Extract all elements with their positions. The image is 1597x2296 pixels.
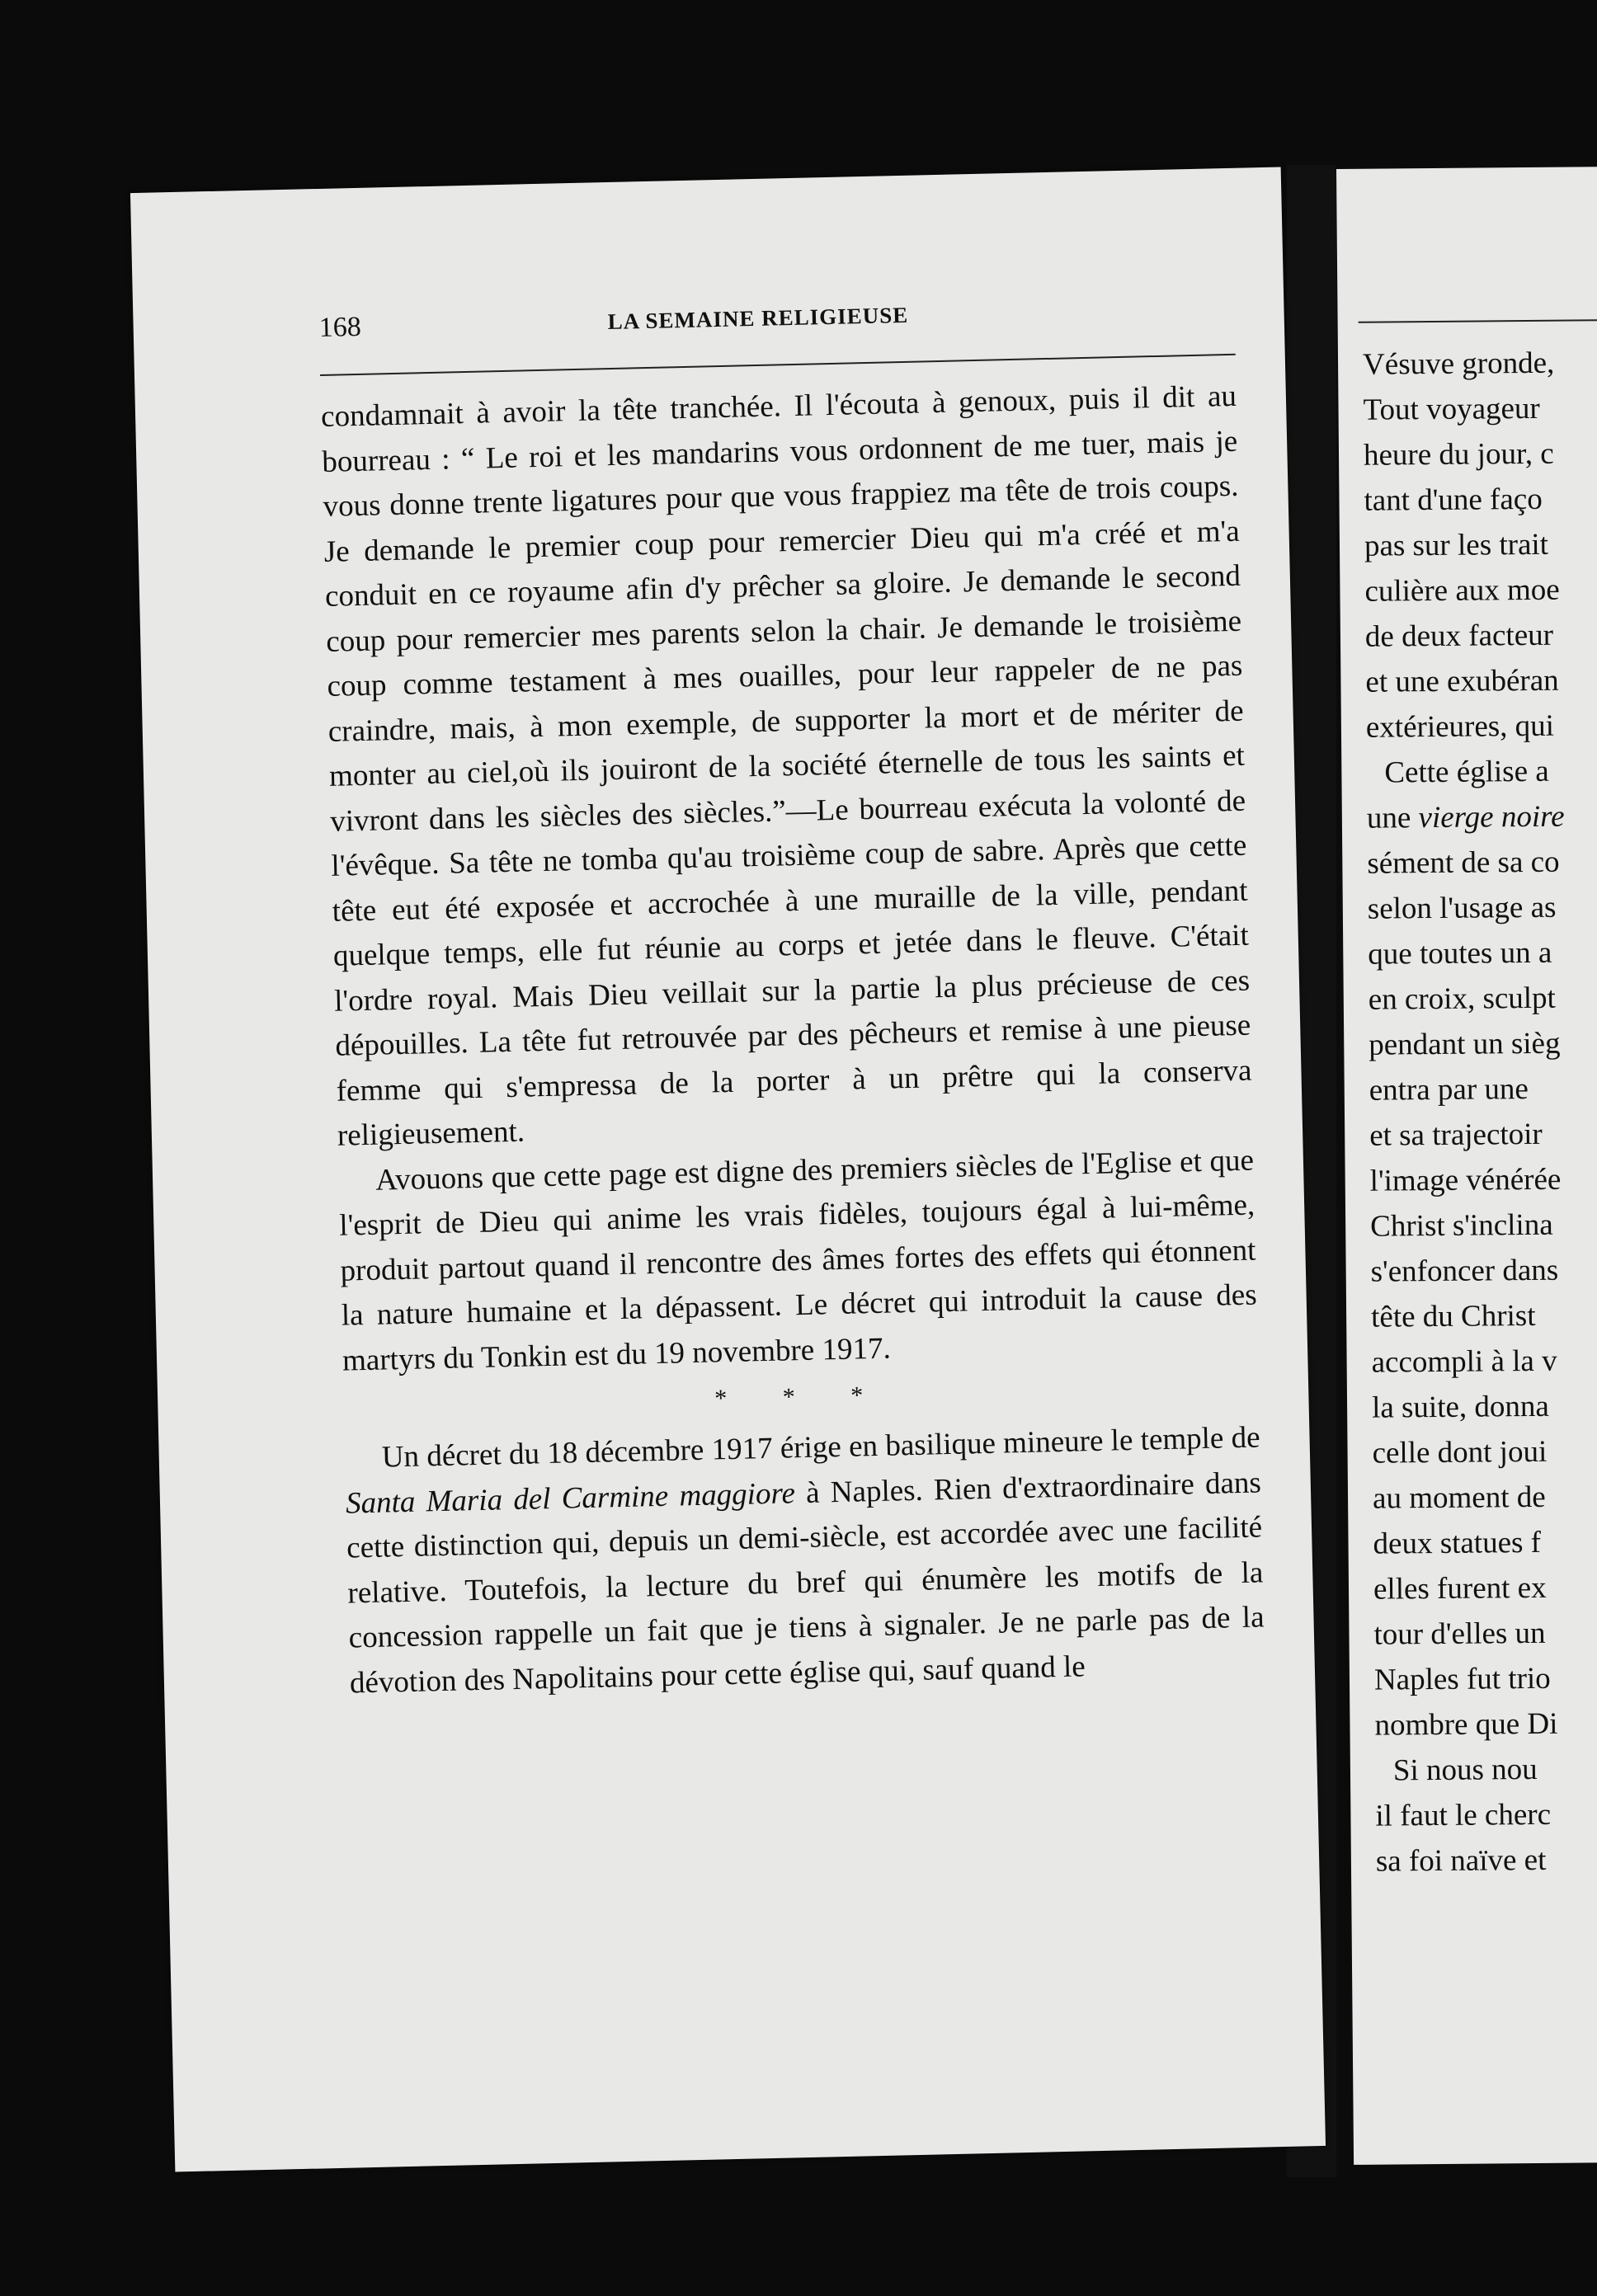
- facing-page-line: s'enfoncer dans: [1370, 1253, 1559, 1289]
- book-page: [130, 167, 1326, 2171]
- facing-page-line: en croix, sculpt: [1368, 981, 1557, 1017]
- facing-page-line: pendant un sièg: [1369, 1026, 1561, 1062]
- paragraph-avouons: Avouons que cette page est digne des premiers siècles de l'Eglise et que l'esprit de Dieu qui anime les vrais fidèles, toujours égal à lui-même, produit partout quand il rencontre des âmes fortes des effets qui étonnent la nature humaine et la dépassent. Le décret qui introduit la cause des martyrs du Tonkin est du 19 novembre 1917.: [338, 1143, 1258, 1378]
- paragraph-decret-naples: [344, 1415, 1265, 1706]
- facing-page-line: l'image vénérée: [1369, 1162, 1562, 1198]
- facing-page-line: la suite, donna: [1371, 1389, 1550, 1425]
- facing-page-line: Naples fut trio: [1373, 1661, 1551, 1697]
- church-name: Santa Maria del Carmine maggiore: [345, 1475, 796, 1521]
- facing-page-line: tant d'une faço: [1364, 482, 1543, 518]
- facing-page-line: Vésuve gronde,: [1362, 346, 1555, 382]
- facing-page-line: deux statues f: [1373, 1525, 1542, 1561]
- facing-page-line: de deux facteur: [1364, 618, 1554, 654]
- facing-page-line: tête du Christ: [1370, 1298, 1536, 1334]
- facing-page-line: culière aux moe: [1364, 572, 1560, 609]
- facing-page-line: accompli à la v: [1371, 1343, 1557, 1380]
- facing-page-line: au moment de: [1372, 1480, 1546, 1516]
- facing-page-text: [1363, 337, 1597, 1884]
- facing-page-rule: [1359, 318, 1597, 322]
- facing-page-line: Tout voyageur: [1363, 391, 1540, 427]
- facing-page-line: pas sur les trait: [1364, 527, 1549, 563]
- facing-page-line: nombre que Di: [1374, 1706, 1558, 1743]
- facing-page-line: tour d'elles un: [1373, 1616, 1546, 1652]
- running-head: LA SEMAINE RELIGIEUSE: [607, 302, 909, 335]
- facing-page-line: et une exubéran: [1365, 663, 1559, 699]
- section-separator: * * *: [714, 1381, 888, 1413]
- facing-page-line: celle dont joui: [1372, 1434, 1548, 1470]
- facing-page-line: selon l'usage as: [1367, 890, 1557, 926]
- facing-page-line: heure du jour, c: [1363, 436, 1554, 473]
- facing-page-line: il faut le cherc: [1375, 1797, 1552, 1833]
- facing-page-line: entra par une: [1369, 1072, 1529, 1108]
- paragraph-martyrdom: condamnait à avoir la tête tranchée. Il l'écouta à genoux, puis il dit au bourreau : “ Le roi et les mandarins vous ordonnent de me tuer, mais je vous donne trente ligatures pour que vous frappiez ma tête de trois coups. Je demande le premier coup pour remercier Dieu qui m'a créé et m'a conduit en ce royaume afin d'y prêcher sa gloire. Je demande le second coup pour remercier mes parents selon la chair. Je demande le troisième coup comme testament à mes ouailles, pour leur rappeler de ne pas craindre, mais, à mon exemple, de supporter la mort et de mériter de monter au ciel,où ils jouiront de la société éternelle de tous les saints et vivront dans les siècles des siècles.”—Le bourreau exécuta la volonté de l'évêque. Sa tête ne tomba qu'au troisième coup de sabre. Après que cette tête eut été exposée et accrochée à une muraille de la ville, pendant quelque temps, elle fut réunie au corps et jetée dans le fleuve. C'était l'ordre royal. Mais Dieu veillait sur la partie la plus précieuse de ces dépouilles. La tête fut retrouvée par des pêcheurs et remise à une pieuse femme qui s'empressa de la porter à un prêtre qui la conserva religieusement.: [320, 379, 1252, 1153]
- facing-page-line: sa foi naïve et: [1375, 1842, 1547, 1879]
- body-text: [321, 374, 1266, 1706]
- facing-page-line: Si nous nou: [1392, 1752, 1538, 1788]
- facing-page-line: extérieures, qui: [1365, 708, 1555, 745]
- facing-page-line: et sa trajectoir: [1369, 1117, 1543, 1153]
- facing-page-line: Christ s'inclina: [1370, 1207, 1553, 1244]
- facing-page-line: que toutes un a: [1368, 935, 1552, 972]
- facing-page: [1336, 167, 1597, 2165]
- facing-page-line: sément de sa co: [1367, 845, 1560, 881]
- facing-page-line: Cette église a: [1384, 754, 1549, 790]
- facing-page-line: elles furent ex: [1373, 1570, 1547, 1607]
- paragraph-decret-naples-part2: à Naples. Rien d'extraordinaire dans cette distinction qui, depuis un demi-siècle, est accordée avec une facilité relative. Toutefois, la lecture du bref qui énumère les motifs de la concession rappelle un fait que je tiens à signaler. Je ne parle pas de la dévotion des Napolitains pour cette église qui, sauf quand le: [346, 1465, 1265, 1701]
- page-header: [318, 288, 1392, 361]
- page-number: 168: [318, 311, 362, 343]
- paragraph-decret-naples-part1: Un décret du 18 décembre 1917 érige en basilique mineure le temple de: [381, 1420, 1261, 1475]
- facing-page-line: une vierge noire: [1366, 799, 1565, 835]
